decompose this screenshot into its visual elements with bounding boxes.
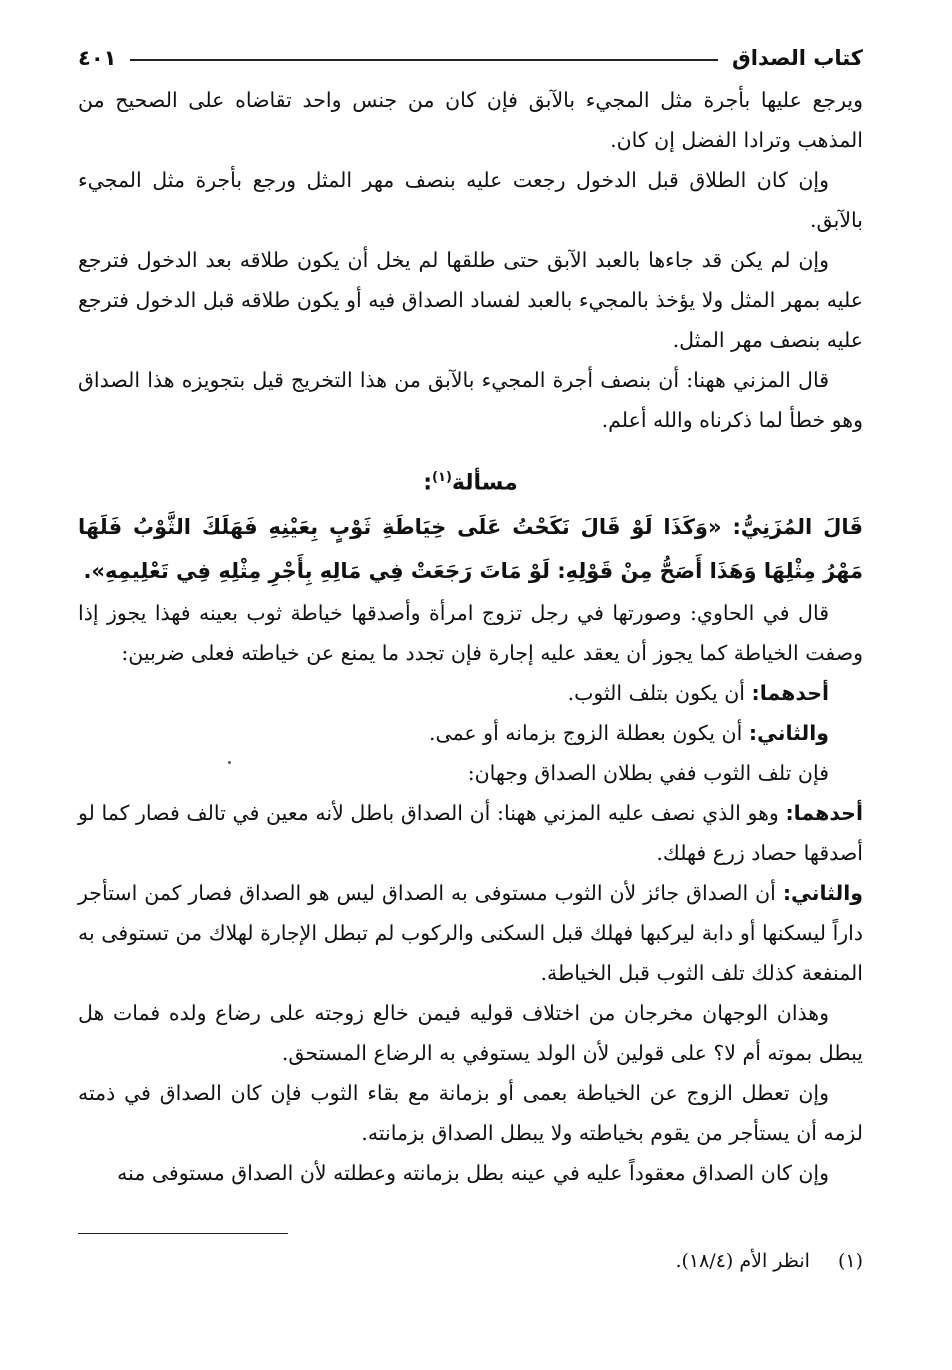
document-page — [78, 36, 863, 1193]
book-title: كتاب الصداق — [732, 46, 863, 70]
paragraph: وإن كان الطلاق قبل الدخول رجعت عليه بنصف مهر المثل ورجع بأجرة مثل المجيء بالآبق. — [78, 168, 863, 232]
case-term: أحدهما: — [751, 681, 829, 706]
footnote — [675, 1250, 863, 1272]
footnote-mark: (١) — [837, 1250, 863, 1272]
paragraph: ويرجع عليها بأجرة مثل المجيء بالآبق فإن كان من جنس واحد تقاضاه على الصحيح من المذهب وترادا الفضل إن كان. — [78, 88, 863, 152]
footnote-reference[interactable]: (١) — [432, 470, 452, 485]
section-heading-colon: : — [423, 470, 433, 496]
paragraph: فإن تلف الثوب ففي بطلان الصداق وجهان: — [467, 761, 829, 786]
paragraph: وهذان الوجهان مخرجان من اختلاف قوليه فيمن خالع زوجته على رضاع ولده فمات هل يبطل بموته أم لا؟ على قولين لأن الولد يستوفي به الرضاع المستحق. — [78, 1001, 863, 1066]
case-text: أن الصداق جائز لأن الثوب مستوفى به الصداق ليس هو الصداق فصار كمن استأجر داراً ليسكنها أو دابة ليركبها فهلك قبل السكنى والركوب لم تبطل الإجارة لهلاك من تستوفى به المنفعة كذلك تلف الثوب قبل الخياطة. — [78, 881, 863, 986]
page-number: ٤٠١ — [78, 46, 117, 70]
print-speck — [228, 761, 231, 764]
paragraph: وإن كان الصداق معقوداً عليه في عينه بطل بزمانته وعطلته لأن الصداق مستوفى منه — [117, 1161, 829, 1186]
case-text: وهو الذي نصف عليه المزني ههنا: أن الصداق باطل لأنه معين في تالف فصار كما لو أصدقها حصاد زرع فهلك. — [78, 801, 863, 866]
section-heading-text: مسألة — [451, 470, 518, 496]
footnote-text: انظر الأم (١٨/٤). — [675, 1250, 810, 1272]
paragraph: وإن لم يكن قد جاءها بالعبد الآبق حتى طلقها لم يخل أن يكون طلاقه بعد الدخول فترجع عليه بمهر المثل ولا يؤخذ بالمجيء بالعبد لفساد الصداق فيه أو يكون طلاقه قبل الدخول فترجع عليه بنصف مهر المثل. — [78, 248, 863, 352]
footnote-rule — [78, 1233, 288, 1234]
paragraph: وإن تعطل الزوج عن الخياطة بعمى أو بزمانة مع بقاء الثوب فإن كان الصداق في ذمته لزمه أن يستأجر من يقوم بخياطته ولا يبطل الصداق بزمانته. — [78, 1081, 863, 1146]
case-term: والثاني: — [782, 881, 863, 906]
case-term: والثاني: — [748, 721, 829, 746]
case-item — [78, 713, 863, 753]
case-item — [78, 873, 863, 993]
running-header — [78, 36, 863, 80]
header-rule — [130, 59, 718, 61]
case-item — [78, 793, 863, 873]
case-term: أحدهما: — [785, 801, 863, 826]
paragraph: قال المزني ههنا: أن بنصف أجرة المجيء بالآبق من هذا التخريج قيل بتجويزه هذا الصداق وهو خطأ لما ذكرناه والله أعلم. — [78, 368, 863, 432]
case-item — [78, 673, 863, 713]
section-heading — [78, 458, 863, 503]
muzani-quote: قَالَ المُزَنِيُّ: «وَكَذَا لَوْ قَالَ نَكَحْتُ عَلَى خِيَاطَةِ ثَوْبٍ بِعَيْنِهِ فَهَلَكَ الثَّوْبُ فَلَهَا مَهْرُ مِثْلِهَا وَهَذَا أَصَحُّ مِنْ قَوْلِهِ: لَوْ مَاتَ رَجَعَتْ فِي مَالِهِ بِأَجْرِ مِثْلِهِ فِي تَعْلِيمِهِ». — [78, 515, 863, 584]
case-text: أن يكون بعطلة الزوج بزمانه أو عمى. — [428, 721, 743, 746]
paragraph: قال في الحاوي: وصورتها في رجل تزوج امرأة وأصدقها خياطة ثوب بعينه فهذا يجوز إذا وصفت الخياطة كما يجوز أن يعقد عليه إجارة فإن تجدد ما يمنع عن خياطته فعلى ضربين: — [78, 601, 863, 666]
case-text: أن يكون بتلف الثوب. — [567, 681, 745, 706]
